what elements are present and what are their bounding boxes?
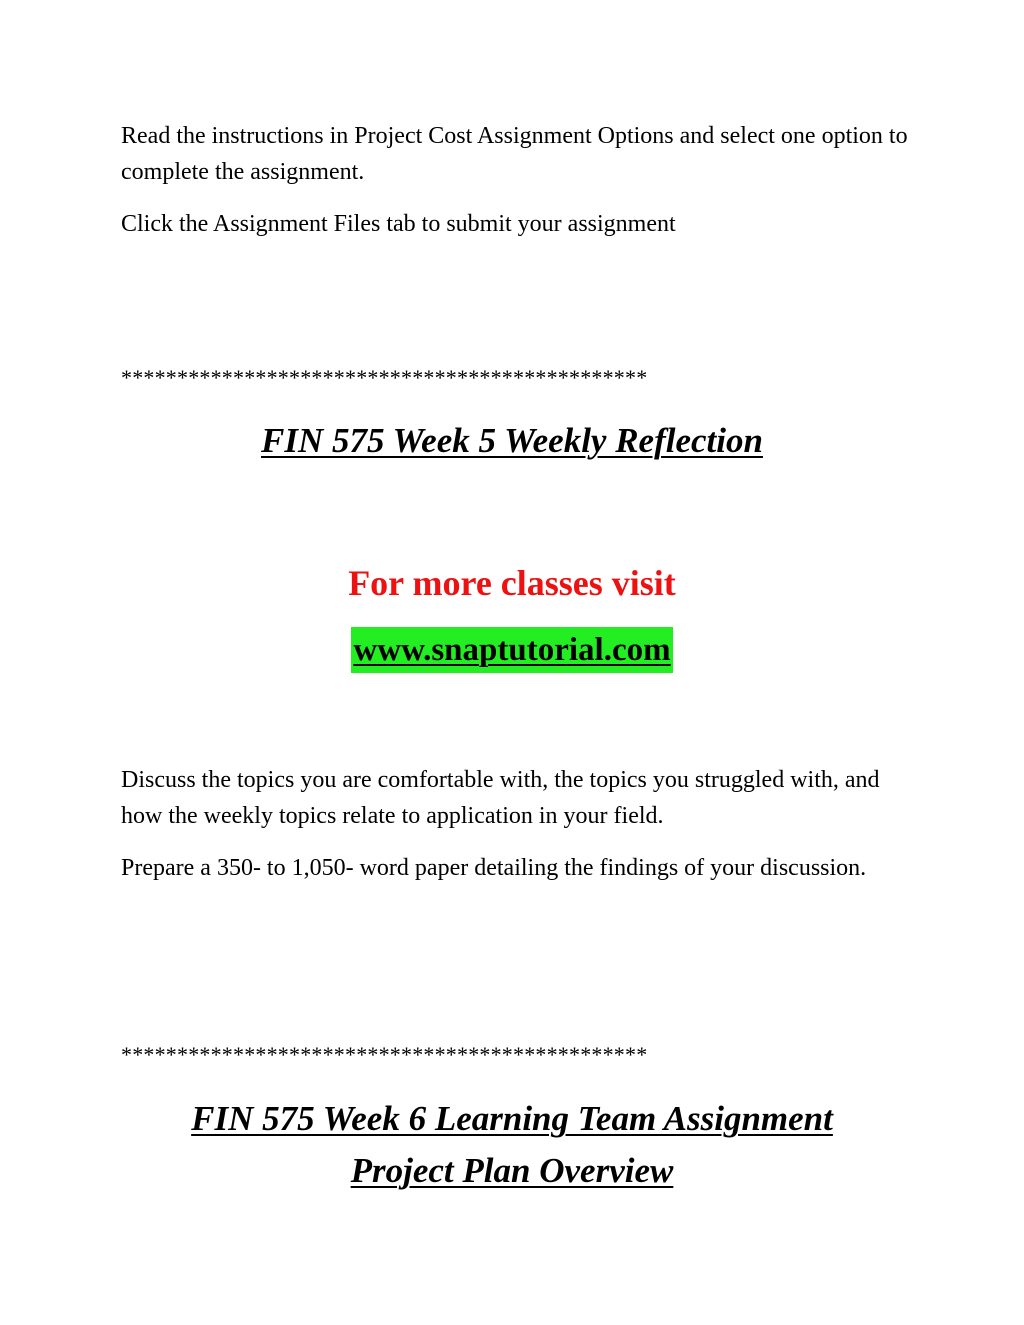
week6-assignment-heading-line1: FIN 575 Week 6 Learning Team Assignment — [191, 1099, 833, 1138]
separator-stars: *********************************************** — [121, 1042, 648, 1067]
snaptutorial-link[interactable]: www.snaptutorial.com — [351, 627, 672, 673]
week6-assignment-heading-line2: Project Plan Overview — [350, 1151, 674, 1190]
week5-reflection-heading: FIN 575 Week 5 Weekly Reflection — [261, 421, 763, 460]
promo-text: For more classes visit — [348, 563, 676, 603]
promo-link-container — [0, 627, 1024, 673]
submit-instructions-paragraph: Click the Assignment Files tab to submit your assignment — [121, 211, 676, 237]
discussion-paragraph: Discuss the topics you are comfortable with, the topics you struggled with, and how the weekly topics relate to application in your field. — [121, 767, 880, 829]
paper-instructions-paragraph: Prepare a 350- to 1,050- word paper detailing the findings of your discussion. — [121, 855, 867, 881]
separator-stars: *********************************************** — [121, 365, 648, 390]
instructions-paragraph: Read the instructions in Project Cost Assignment Options and select one option to complete the assignment. — [121, 123, 908, 185]
